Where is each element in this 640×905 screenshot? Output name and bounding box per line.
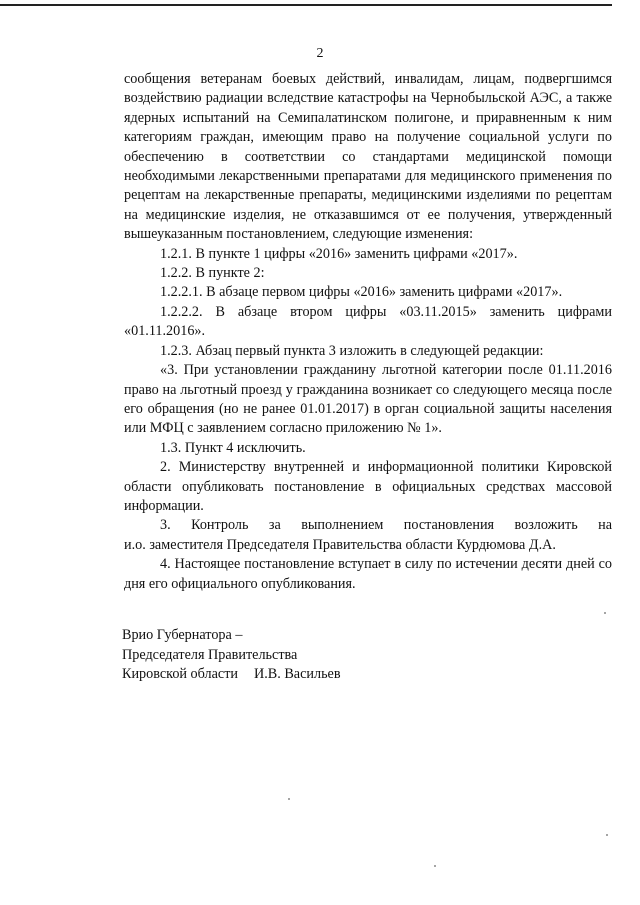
scan-speck — [606, 834, 608, 836]
paragraph-quoted-item-3: «3. При установлении гражданину льготной категории после 01.11.2016 право на льготный проезд у гражданина возникает со следующего месяца после его обращения (но не ранее 01.01.2017) в орган социальной защиты населения или МФЦ с заявлением согласно приложению № 1». — [124, 362, 612, 437]
signature-block — [122, 626, 341, 685]
signature-organization: Кировской области — [122, 666, 238, 683]
paragraph-1-2-2-1: 1.2.2.1. В абзаце первом цифры «2016» заменить цифрами «2017». — [160, 284, 563, 301]
document-body — [124, 70, 612, 594]
paragraph-intro-continued: сообщения ветеранам боевых действий, инвалидам, лицам, подвергшимся воздействию радиации вследствие катастрофы на Чернобыльской АЭС, а также ядерных испытаний на Семипалатинском полигоне, и приравненным к ним категориям граждан, имеющим право на получение социальной услуги по обеспечению в соответствии со стандартами медицинской помощи необходимыми лекарственными препаратами для медицинского применения по рецептам на лекарственные препараты, медицинскими изделиями по рецептам на медицинские изделия, не отказавшимся от ее получения, утвержденный вышеуказанным постановлением, следующие изменения: — [124, 71, 612, 243]
signature-title-line-1: Врио Губернатора – — [122, 627, 243, 643]
paragraph-1-2-2-2: 1.2.2.2. В абзаце втором цифры «03.11.2015» заменить цифрами «01.11.2016». — [124, 303, 612, 340]
scan-speck — [604, 612, 606, 614]
paragraph-3-line-1: 3. Контроль за выполнением постановления возложить на — [160, 517, 612, 534]
scan-speck — [434, 865, 436, 867]
paragraph-1-2-1: 1.2.1. В пункте 1 цифры «2016» заменить цифрами «2017». — [160, 245, 518, 262]
scan-speck — [288, 798, 290, 800]
paragraph-3-line-2: и.о. заместителя Председателя Правительства области Курдюмова Д.А. — [124, 536, 556, 553]
paragraph-2: 2. Министерству внутренней и информационной политики Кировской области опубликовать постановление в официальных средствах массовой информации. — [124, 459, 612, 514]
top-border-line — [0, 4, 612, 6]
signature-name: И.В. Васильев — [254, 666, 341, 683]
signature-title-line-3 — [122, 665, 341, 685]
signature-title-line-2: Председателя Правительства — [122, 646, 298, 663]
paragraph-4: 4. Настоящее постановление вступает в силу по истечении десяти дней со дня его официального опубликования. — [124, 556, 612, 592]
page-number: 2 — [316, 46, 324, 61]
paragraph-1-2-3: 1.2.3. Абзац первый пункта 3 изложить в следующей редакции: — [160, 342, 544, 359]
paragraph-1-3: 1.3. Пункт 4 исключить. — [160, 439, 306, 456]
paragraph-1-2-2: 1.2.2. В пункте 2: — [160, 265, 265, 282]
